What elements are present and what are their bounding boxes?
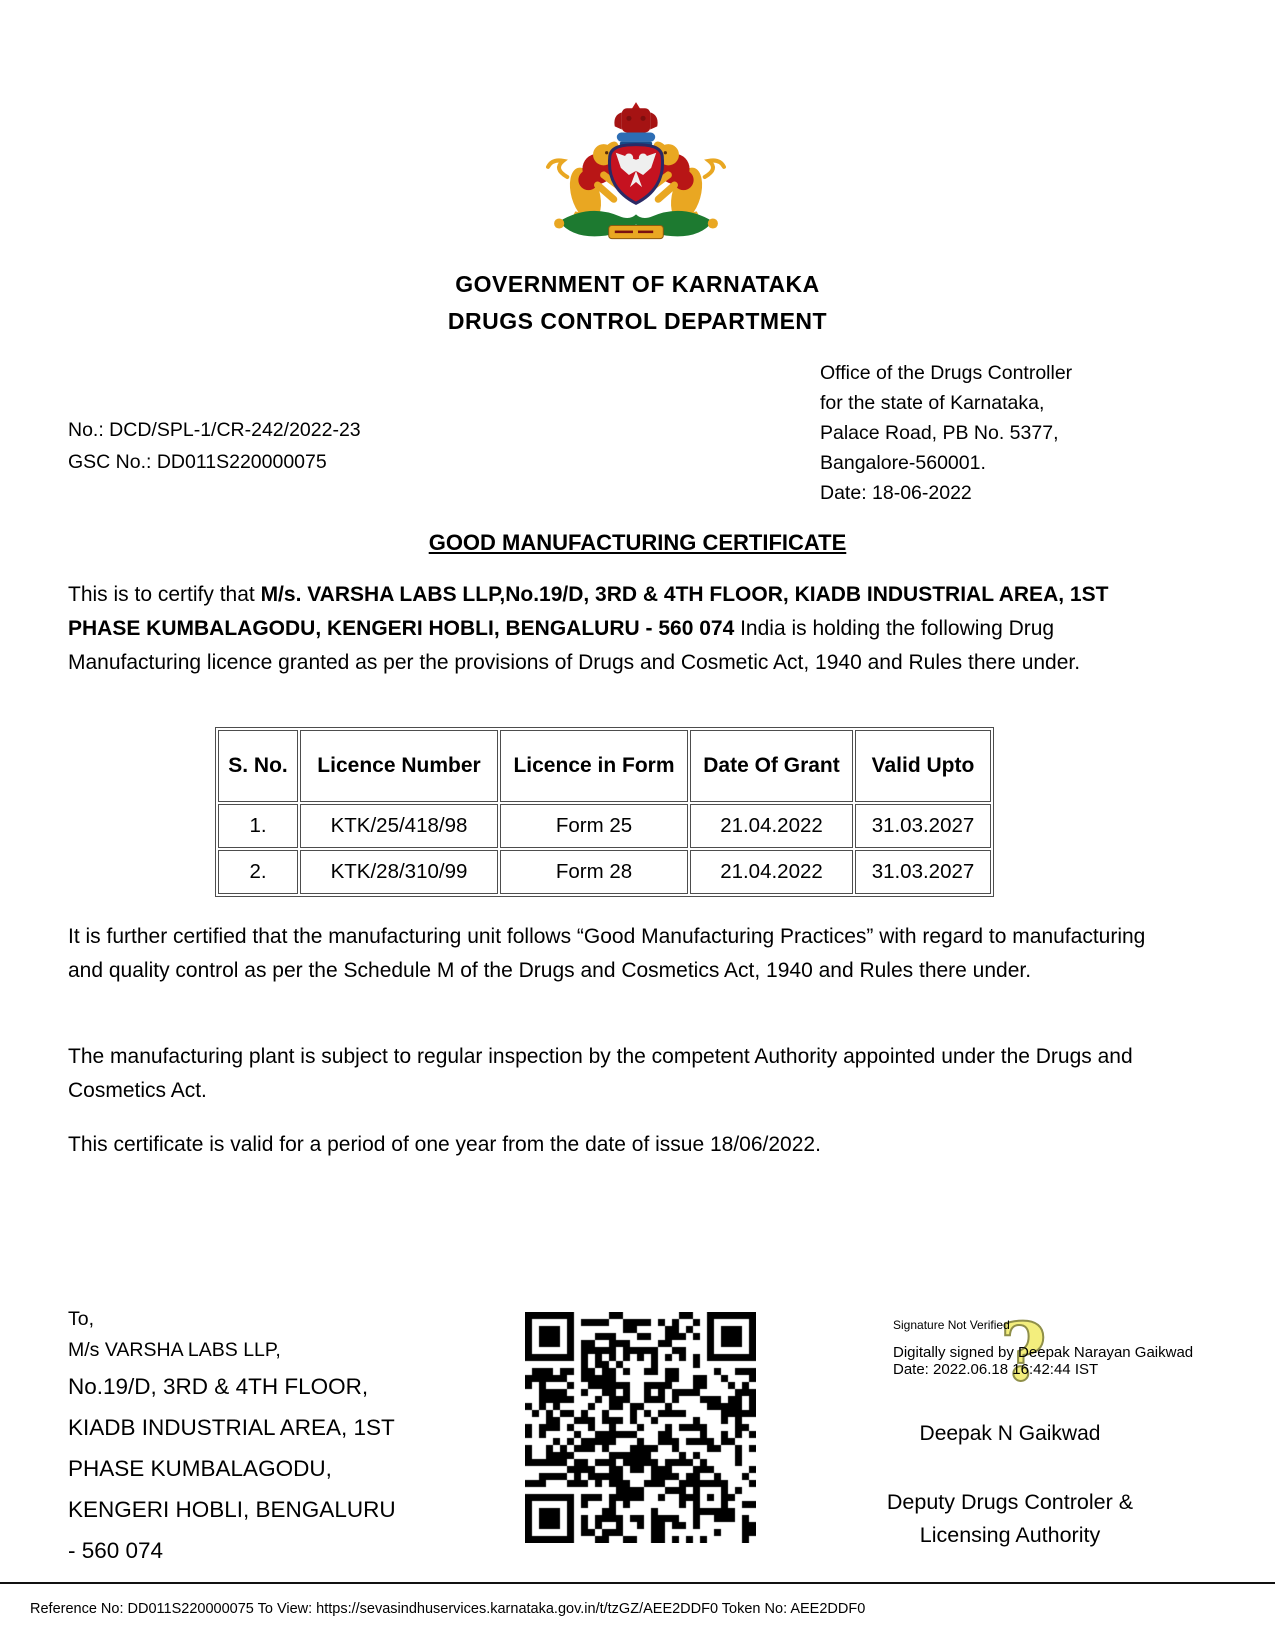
issue-date: Date: 18-06-2022 — [820, 482, 972, 504]
karnataka-emblem-icon — [545, 98, 727, 258]
signature-timestamp: Date: 2022.06.18 16:42:44 IST — [893, 1361, 1099, 1378]
intro-prefix: This is to certify that — [68, 583, 261, 606]
digitally-signed-by: Digitally signed by Deepak Narayan Gaikwad — [893, 1344, 1194, 1361]
header-licence-number: Licence Number — [300, 730, 498, 802]
cell-date-of-grant: 21.04.2022 — [690, 850, 853, 894]
intro-paragraph — [68, 578, 1172, 680]
table-row — [218, 804, 991, 848]
question-mark-icon: ? — [1000, 1305, 1047, 1399]
reference-numbers — [68, 414, 361, 478]
department-header — [0, 266, 1275, 340]
header-date-of-grant: Date Of Grant — [690, 730, 853, 802]
gmp-paragraph: It is further certified that the manufacturing unit follows “Good Manufacturing Practices” with regard to manufacturing and quality control as per the Schedule M of the Drugs and Cosmetics Act, 1940 and Rules there under. — [68, 925, 1146, 982]
signature-not-verified-label: Signature Not Verified — [893, 1318, 1010, 1332]
intro-suffix: India is holding the following Drug Manufacturing licence granted as per the provisions of Drugs and Cosmetic Act, 1940 and Rules there under. — [68, 617, 1081, 674]
addressee-block — [68, 1304, 396, 1571]
header-s-no: S. No. — [218, 730, 298, 802]
addressee-name: M/s VARSHA LABS LLP, — [68, 1339, 281, 1361]
addressee-label: To, — [68, 1308, 95, 1330]
designation-line: Licensing Authority — [919, 1523, 1101, 1547]
government-title: GOVERNMENT OF KARNATAKA — [455, 271, 820, 297]
validity-paragraph: This certificate is valid for a period of one year from the date of issue 18/06/2022. — [68, 1133, 821, 1156]
gsc-number: GSC No.: DD011S220000075 — [68, 451, 327, 473]
certificate-title: GOOD MANUFACTURING CERTIFICATE — [428, 530, 847, 555]
certificate-number: No.: DCD/SPL-1/CR-242/2022-23 — [68, 419, 361, 441]
cell-licence-number: KTK/28/310/99 — [300, 850, 498, 894]
office-address-line: Palace Road, PB No. 5377, — [820, 422, 1059, 444]
cell-date-of-grant: 21.04.2022 — [690, 804, 853, 848]
addressee-line: PHASE KUMBALAGODU, — [68, 1456, 332, 1481]
cell-licence-number: KTK/25/418/98 — [300, 804, 498, 848]
footer-reference: Reference No: DD011S220000075 To View: https://sevasindhuservices.karnataka.gov.in/t/tzGZ/AEE2DDF0 Token No: AEE2DDF0 — [30, 1601, 866, 1617]
emblem-banner-icon — [609, 226, 664, 239]
office-address-line: Office of the Drugs Controller — [820, 362, 1073, 384]
emblem-crown-icon — [614, 102, 657, 145]
licensee-name-address: M/s. VARSHA LABS LLP,No.19/D, 3RD & 4TH FLOOR, KIADB INDUSTRIAL AREA, 1ST PHASE KUMBALAGODU, KENGERI HOBLI, BENGALURU - 560 074 — [68, 583, 1109, 640]
cell-licence-form: Form 28 — [500, 850, 688, 894]
cell-valid-upto: 31.03.2027 — [855, 804, 991, 848]
footer-divider — [0, 1582, 1275, 1584]
qr-code — [525, 1312, 756, 1543]
licence-table-header-row — [218, 730, 991, 802]
cell-s-no: 2. — [218, 850, 298, 894]
office-address — [820, 358, 1072, 508]
licence-table — [215, 727, 994, 897]
addressee-line: No.19/D, 3RD & 4TH FLOOR, — [68, 1374, 369, 1399]
office-address-line: for the state of Karnataka, — [820, 392, 1045, 414]
designation-line: Deputy Drugs Controler & — [886, 1490, 1134, 1514]
addressee-line: KENGERI HOBLI, BENGALURU — [68, 1497, 396, 1522]
addressee-line: - 560 074 — [68, 1538, 164, 1563]
header-valid-upto: Valid Upto — [855, 730, 991, 802]
office-address-line: Bangalore-560001. — [820, 452, 986, 474]
addressee-line: KIADB INDUSTRIAL AREA, 1ST — [68, 1415, 395, 1440]
signatory-name: Deepak N Gaikwad — [919, 1422, 1101, 1445]
table-row — [218, 850, 991, 894]
inspection-paragraph: The manufacturing plant is subject to regular inspection by the competent Authority appointed under the Drugs and Cosmetics Act. — [68, 1045, 1133, 1102]
signatory-designation — [845, 1486, 1175, 1552]
department-title: DRUGS CONTROL DEPARTMENT — [447, 308, 828, 334]
header-licence-in-form: Licence in Form — [500, 730, 688, 802]
cell-valid-upto: 31.03.2027 — [855, 850, 991, 894]
cell-licence-form: Form 25 — [500, 804, 688, 848]
cell-s-no: 1. — [218, 804, 298, 848]
